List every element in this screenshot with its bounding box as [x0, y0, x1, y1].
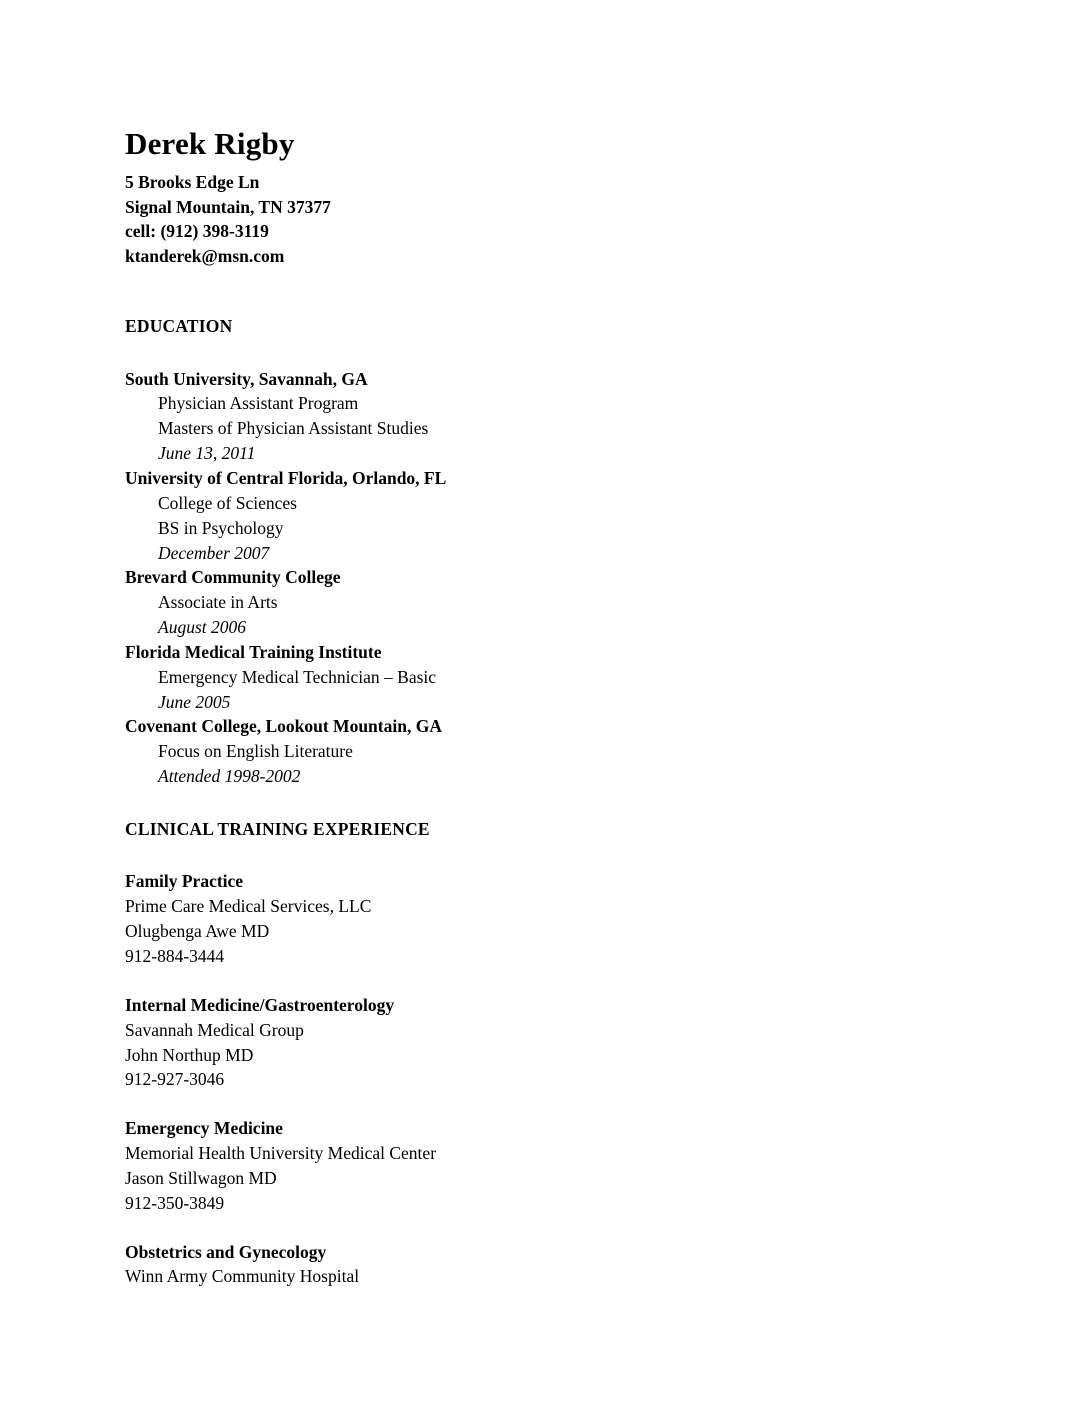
spacer — [125, 339, 965, 367]
resume-content — [125, 125, 965, 1289]
education-detail: College of Sciences — [158, 492, 297, 513]
education-entry — [125, 565, 965, 640]
rotation-title: Emergency Medicine — [125, 1118, 283, 1139]
education-date: Attended 1998-2002 — [158, 766, 301, 787]
rotation-site: Winn Army Community Hospital — [125, 1266, 360, 1287]
rotation-preceptor: John Northup MD — [125, 1044, 254, 1065]
contact-phone-line: cell: (912) 398-3119 — [125, 221, 269, 242]
clinical-rotation — [125, 1240, 965, 1290]
education-detail: Physician Assistant Program — [158, 393, 359, 414]
education-school: Covenant College, Lookout Mountain, GA — [125, 716, 442, 737]
rotation-title: Family Practice — [125, 871, 244, 892]
contact-city-line: Signal Mountain, TN 37377 — [125, 196, 331, 217]
clinical-rotation — [125, 1116, 965, 1215]
rotation-phone: 912-884-3444 — [125, 946, 225, 966]
education-detail: Emergency Medical Technician – Basic — [158, 666, 437, 687]
rotation-site: Memorial Health University Medical Center — [125, 1143, 437, 1164]
contact-block — [125, 170, 965, 269]
section-heading-education: EDUCATION — [125, 316, 233, 337]
contact-email-line: ktanderek@msn.com — [125, 246, 285, 267]
education-date: June 13, 2011 — [158, 443, 256, 464]
spacer — [125, 269, 965, 314]
section-heading-clinical-training: CLINICAL TRAINING EXPERIENCE — [125, 818, 430, 839]
spacer — [125, 1092, 965, 1116]
rotation-title: Internal Medicine/Gastroenterology — [125, 994, 395, 1015]
education-date: August 2006 — [158, 617, 246, 638]
rotation-site: Prime Care Medical Services, LLC — [125, 896, 372, 917]
spacer — [125, 1216, 965, 1240]
rotation-site: Savannah Medical Group — [125, 1019, 304, 1040]
education-date: June 2005 — [158, 691, 231, 712]
education-entry — [125, 714, 965, 789]
education-detail: Focus on English Literature — [158, 741, 353, 762]
page-title: Derek Rigby — [125, 126, 295, 161]
rotation-phone: 912-927-3046 — [125, 1069, 225, 1090]
rotation-phone: 912-350-3849 — [125, 1192, 225, 1213]
clinical-rotation-list — [125, 869, 965, 1289]
education-school: Brevard Community College — [125, 567, 341, 588]
clinical-rotation — [125, 869, 965, 968]
clinical-rotation — [125, 993, 965, 1092]
education-entry — [125, 367, 965, 466]
education-school: South University, Savannah, GA — [125, 368, 368, 389]
education-date: December 2007 — [158, 542, 270, 563]
education-school: University of Central Florida, Orlando, FL — [125, 468, 447, 488]
education-detail: Masters of Physician Assistant Studies — [158, 418, 429, 439]
education-detail: BS in Psychology — [158, 517, 284, 538]
rotation-preceptor: Jason Stillwagon MD — [125, 1167, 277, 1188]
education-entry — [125, 466, 965, 565]
education-list — [125, 367, 965, 789]
spacer — [125, 969, 965, 993]
rotation-title: Obstetrics and Gynecology — [125, 1241, 327, 1262]
spacer — [125, 841, 965, 869]
education-school: Florida Medical Training Institute — [125, 641, 382, 662]
education-entry — [125, 640, 965, 715]
spacer — [125, 789, 965, 817]
rotation-preceptor: Olugbenga Awe MD — [125, 921, 270, 942]
education-detail: Associate in Arts — [158, 592, 278, 613]
contact-address-line: 5 Brooks Edge Ln — [125, 171, 260, 192]
